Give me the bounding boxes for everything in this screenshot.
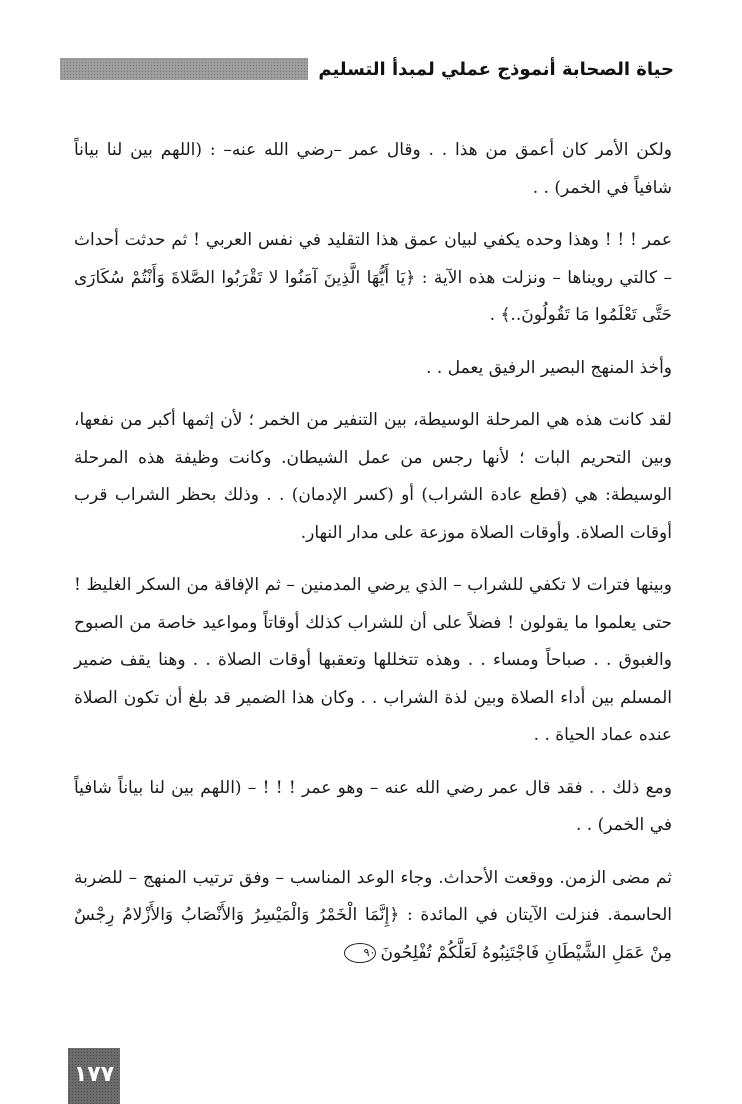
running-header (60, 54, 674, 84)
paragraph-7 (74, 860, 672, 973)
paragraph-3: وأخذ المنهج البصير الرفيق يعمل . . (426, 357, 672, 378)
paragraph-5: وبينها فترات لا تكفي للشراب – الذي يرضي المدمنين – ثم الإفاقة من السكر الغليظ ! حتى يعلموا ما يقولون ! فضلاً على أن للشراب كذلك أوقاتاً ومواعيد خاصة من الصبوح والغبوق . . صباحاً ومساء . . وهذه تتخللها وتعقبها أوقات الصلاة . . وهنا يقف ضمير المسلم بين أداء الصلاة وبين لذة الشراب . . وكان هذا الضمير قد بلغ أن تكون الصلاة عنده عماد الحياة . . (74, 575, 672, 745)
paragraph-2: عمر ! ! ! وهذا وحده يكفي لبيان عمق هذا التقليد في نفس العربي ! ثم حدثت أحداث – كالتي رويناها – ونزلت هذه الآية : ﴿يَا أَيُّهَا الَّذِينَ آمَنُوا لا تَقْرَبُوا الصَّلاةَ وَأَنْتُمْ سُكَارَى حَتَّى تَعْلَمُوا مَا تَقُولُونَ..﴾ . (74, 230, 672, 325)
paragraph-6: ومع ذلك . . فقد قال عمر رضي الله عنه – وهو عمر ! ! ! – (اللهم بين لنا بياناً شافياً في الخمر) . . (74, 777, 672, 835)
page-number: ١٧٧ (73, 1062, 115, 1087)
verse-number-marker: ٩٠ (344, 943, 376, 963)
header-decorative-bar (60, 58, 308, 80)
chapter-title: حياة الصحابة أنموذج عملي لمبدأ التسليم (318, 58, 674, 80)
body-text (74, 132, 672, 972)
page-number-box (68, 1048, 120, 1104)
paragraph-4: لقد كانت هذه هي المرحلة الوسيطة، بين التنفير من الخمر ؛ لأن إثمها أكبر من نفعها، وبين التحريم البات ؛ لأنها رجس من عمل الشيطان. وكانت وظيفة هذه المرحلة الوسيطة: هي (قطع عادة الشراب) أو (كسر الإدمان) . . وذلك بحظر الشراب قرب أوقات الصلاة. وأوقات الصلاة موزعة على مدار النهار. (74, 410, 672, 543)
paragraph-1: ولكن الأمر كان أعمق من هذا . . وقال عمر –رضي الله عنه– : (اللهم بين لنا بياناً شافياً في الخمر) . . (74, 140, 672, 198)
paragraph-7-text: ثم مضى الزمن. ووقعت الأحداث. وجاء الوعد المناسب – وفق ترتيب المنهج – للضربة الحاسمة. فنزلت الآيتان في المائدة : ﴿إِنَّمَا الْخَمْرُ وَالْمَيْسِرُ وَالأَنْصَابُ وَالأَزْلامُ رِجْسٌ مِنْ عَمَلِ الشَّيْطَانِ فَاجْتَنِبُوهُ لَعَلَّكُمْ تُفْلِحُونَ (74, 867, 672, 963)
